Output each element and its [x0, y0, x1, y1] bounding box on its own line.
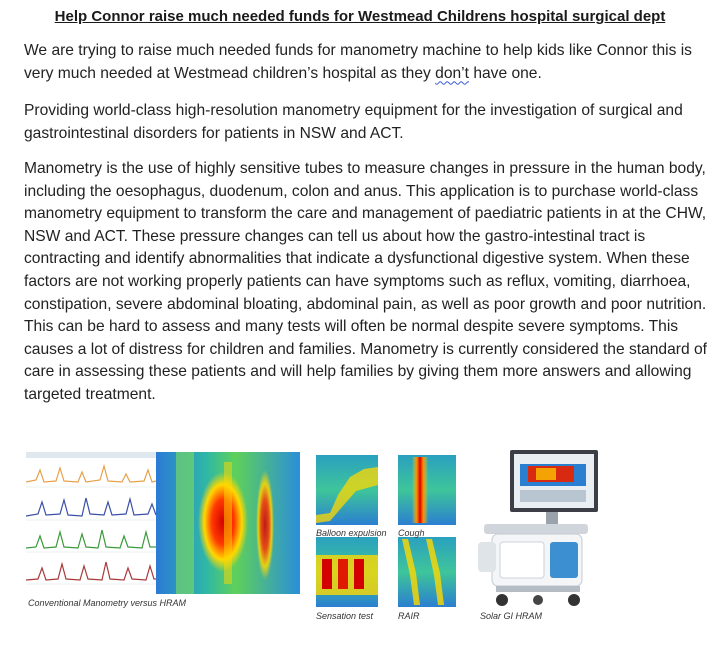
caption-cough: Cough: [398, 528, 425, 538]
intro-paragraph: [24, 40, 714, 85]
solar-gi-hram-machine: [470, 448, 610, 610]
manometry-description-paragraph: Manometry is the use of highly sensitive tubes to measure changes in pressure in the human body, including the oesophagus, duodenum, colon and anus. This application is to purchase world-class manometry equipment to transform the care and management of paediatric patients in at the CHW, NSW and ACT. These pressure changes can tell us about how the gastro-intestinal tract is contracting and identify abnormalities that indicate a dysfunctional digestive system. When these factors are not working properly patients can have symptoms such as reflux, vomiting, diarrhoea, constipation, severe abdominal bloating, abdominal pain, as well as poor growth and poor nutrition. This can be hard to assess and many tests will often be normal despite severe symptoms. This causes a lot of distress for children and families. Manometry is currently considered the standard of care in assessing these patients and will help families by giving them more answers and allowing targeted treatment.: [24, 160, 707, 403]
equipment-paragraph: Providing world-class high-resolution manometry equipment for the investigation of surgical and gastrointestinal disorders for patients in NSW and ACT.: [24, 102, 683, 142]
caption-balloon-expulsion: Balloon expulsion: [316, 528, 387, 538]
intro-text-end: have one.: [468, 64, 542, 82]
conventional-vs-hram-figure: [26, 452, 300, 594]
intro-text-start: We are trying to raise much needed funds for manometry machine to help kids like Connor this is very much needed at Westmead children’s hospital as they: [24, 42, 692, 82]
page-heading: Help Connor raise much needed funds for Westmead Childrens hospital surgical dept: [54, 8, 666, 25]
caption-sensation-test: Sensation test: [316, 611, 374, 621]
spellcheck-flagged-word: don’t: [435, 64, 469, 82]
caption-rair: RAIR: [398, 611, 420, 621]
caption-conventional-vs-hram: Conventional Manometry versus HRAM: [28, 598, 187, 608]
caption-solar-gi-hram: Solar GI HRAM: [480, 611, 543, 621]
